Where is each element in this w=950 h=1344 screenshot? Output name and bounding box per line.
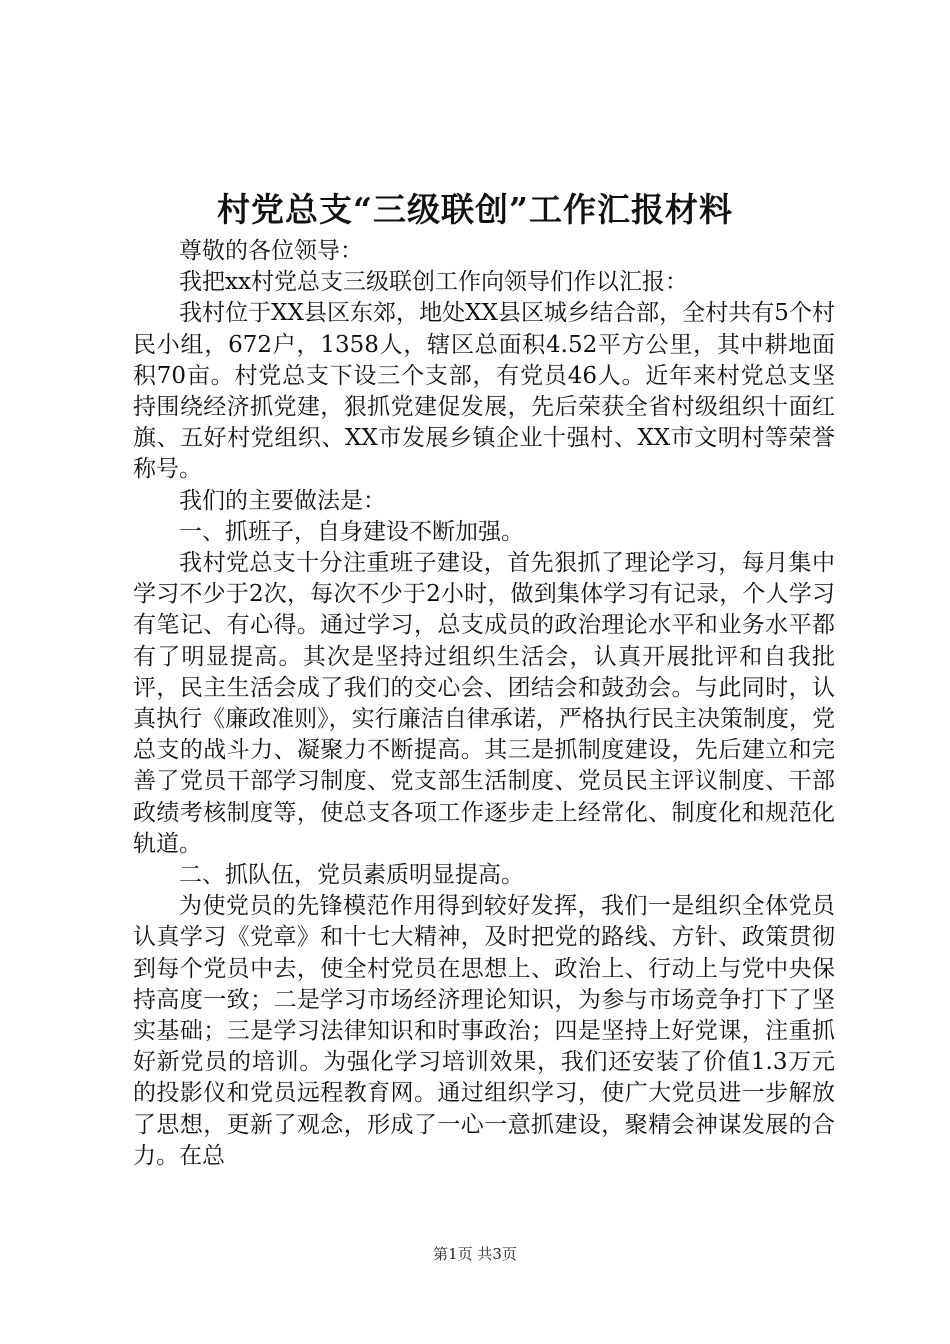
document-title: 村党总支“三级联创”工作汇报材料: [217, 190, 733, 229]
section-1-paragraph: 我村党总支十分注重班子建设，首先狠抓了理论学习，每月集中学习不少于2次，每次不少于2小时，做到集体学习有记录，个人学习有笔记、有心得。通过学习，总支成员的政治理论水平和业务水平都有了明显提高。其次是坚持过组织生活会，认真开展批评和自我批评，民主生活会成了我们的交心会、团结会和鼓劲会。与此同时，认真执行《廉政准则》，实行廉洁自律承诺，严格执行民主决策制度，党总支的战斗力、凝聚力不断提高。其三是抓制度建设，先后建立和完善了党员干部学习制度、党支部生活制度、党员民主评议制度、干部政绩考核制度等，使总支各项工作逐步走上经常化、制度化和规范化轨道。: [133, 550, 835, 857]
methods-heading: 我们的主要做法是：: [179, 487, 386, 514]
intro-paragraph: 我把xx村党总支三级联创工作向领导们作以汇报：: [179, 269, 688, 296]
page-number-footer: 第1页 共3页: [433, 1245, 517, 1263]
salutation: 尊敬的各位领导：: [179, 238, 363, 264]
village-overview-paragraph: 我村位于XX县区东郊，地处XX县区城乡结合部，全村共有5个村民小组，672户，1358人，辖区总面积4.52平方公里，其中耕地面积70亩。村党总支下设三个支部，有党员46人。近年来村党总支坚持围绕经济抓党建，狠抓党建促发展，先后荣获全省村级组织十面红旗、五好村党组织、XX市发展乡镇企业十强村、XX市文明村等荣誉称号。: [133, 300, 835, 483]
section-2-paragraph: 为使党员的先锋模范作用得到较好发挥，我们一是组织全体党员认真学习《党章》和十七大精神，及时把党的路线、方针、政策贯彻到每个党员中去，使全村党员在思想上、政治上、行动上与党中央保持高度一致；二是学习市场经济理论知识，为参与市场竞争打下了坚实基础；三是学习法律知识和时事政治；四是坚持上好党课，注重抓好新党员的培训。为强化学习培训效果，我们还安装了价值1.3万元的投影仪和党员远程教育网。通过组织学习，使广大党员进一步解放了思想，更新了观念，形成了一心一意抓建设，聚精会神谋发展的合力。在总: [133, 893, 835, 1169]
document-body: [133, 236, 835, 1172]
section-heading-2: 二、抓队伍，党员素质明显提高。: [179, 862, 524, 889]
section-heading-1: 一、抓班子，自身建设不断加强。: [179, 518, 524, 545]
